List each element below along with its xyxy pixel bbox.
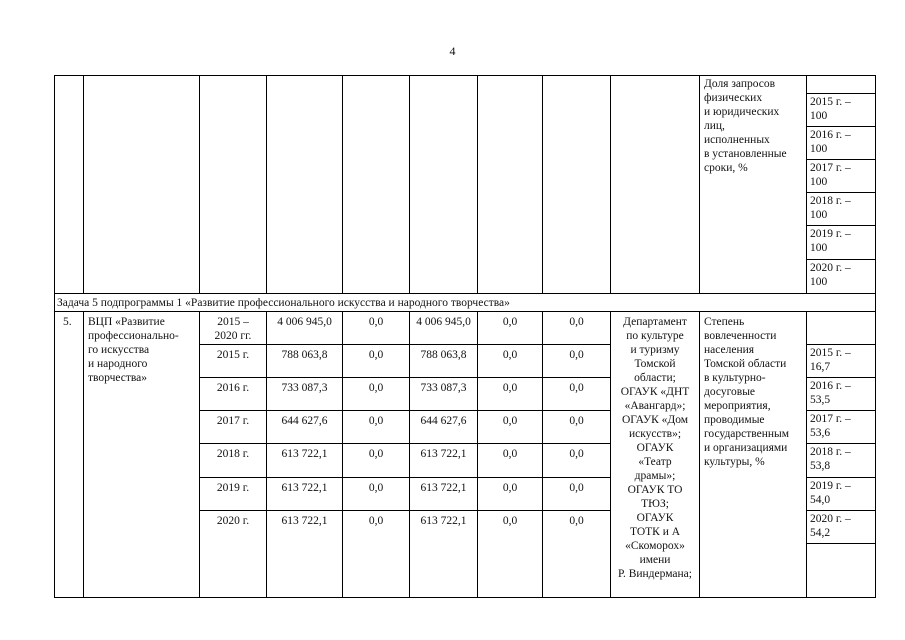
total-cell: 613 722,1 <box>281 448 328 460</box>
period-cell: 2020 г. <box>216 515 250 527</box>
federal-cell: 0,0 <box>368 415 384 427</box>
target-value: 2016 г. – 53,5 <box>810 380 851 406</box>
program-name: ВЦП «Развитие профессионально- го искусства и народного творчества» <box>88 316 179 384</box>
federal-cell: 0,0 <box>368 448 384 460</box>
regional-cell: 644 627,6 <box>420 415 467 427</box>
target-value: 2020 г. – 100 <box>810 262 851 288</box>
period-cell: 2015 – 2020 гг. <box>214 316 252 342</box>
period-cell: 2017 г. <box>216 415 250 427</box>
regional-cell: 733 087,3 <box>420 382 467 394</box>
task-heading: Задача 5 подпрограммы 1 «Развитие профессионального искусства и народного творчества» <box>57 297 510 309</box>
target-value: 2017 г. – 100 <box>810 162 851 188</box>
local-cell: 0,0 <box>502 316 518 328</box>
period-cell: 2016 г. <box>216 382 250 394</box>
other-cell: 0,0 <box>569 316 584 328</box>
executor-list: Департамент по культуре и туризму Томской области; ОГАУК «ДНТ «Авангард»; ОГАУК «Дом искусств»; ОГАУК «Театр драмы»; ОГАУК ТО ТЮЗ; ОГАУК ТОТК и А «Скоморох» имени Р. Виндермана; <box>618 316 692 580</box>
federal-cell: 0,0 <box>368 316 384 328</box>
federal-cell: 0,0 <box>368 482 384 494</box>
local-cell: 0,0 <box>502 448 518 460</box>
total-cell: 733 087,3 <box>281 382 328 394</box>
local-cell: 0,0 <box>502 349 518 361</box>
local-cell: 0,0 <box>502 515 518 527</box>
regional-cell: 613 722,1 <box>420 515 467 527</box>
target-value: 2019 г. – 54,0 <box>810 480 851 506</box>
other-cell: 0,0 <box>569 515 584 527</box>
other-cell: 0,0 <box>569 415 584 427</box>
other-cell: 0,0 <box>569 382 584 394</box>
other-cell: 0,0 <box>569 482 584 494</box>
period-cell: 2015 г. <box>216 349 250 361</box>
federal-cell: 0,0 <box>368 382 384 394</box>
target-value: 2016 г. – 100 <box>810 129 851 155</box>
page-number: 4 <box>449 44 456 58</box>
target-value: 2017 г. – 53,6 <box>810 413 851 439</box>
local-cell: 0,0 <box>502 482 518 494</box>
target-value: 2019 г. – 100 <box>810 228 851 254</box>
local-cell: 0,0 <box>502 382 518 394</box>
regional-cell: 613 722,1 <box>420 482 467 494</box>
period-cell: 2018 г. <box>216 448 250 460</box>
program-table <box>54 75 876 598</box>
regional-cell: 4 006 945,0 <box>416 316 471 328</box>
target-value: 2018 г. – 100 <box>810 195 851 221</box>
target-value: 2015 г. – 100 <box>810 96 851 122</box>
target-value: 2020 г. – 54,2 <box>810 513 851 539</box>
period-cell: 2019 г. <box>216 482 250 494</box>
indicator-involvement: Степень вовлеченности населения Томской области в культурно- досуговые мероприятия, проводимые государственным и организациями культуры, % <box>704 316 790 468</box>
total-cell: 613 722,1 <box>281 482 328 494</box>
regional-cell: 788 063,8 <box>420 349 467 361</box>
target-value: 2018 г. – 53,8 <box>810 446 851 472</box>
federal-cell: 0,0 <box>368 349 384 361</box>
other-cell: 0,0 <box>569 349 584 361</box>
regional-cell: 613 722,1 <box>420 448 467 460</box>
other-cell: 0,0 <box>569 448 584 460</box>
total-cell: 613 722,1 <box>281 515 328 527</box>
total-cell: 644 627,6 <box>281 415 328 427</box>
indicator-requests-share: Доля запросов физических и юридических лиц, исполненных в установленные сроки, % <box>704 78 787 174</box>
row-number: 5. <box>63 316 72 328</box>
total-cell: 4 006 945,0 <box>277 316 332 328</box>
federal-cell: 0,0 <box>368 515 384 527</box>
target-value: 2015 г. – 16,7 <box>810 347 851 373</box>
local-cell: 0,0 <box>502 415 518 427</box>
total-cell: 788 063,8 <box>281 349 328 361</box>
